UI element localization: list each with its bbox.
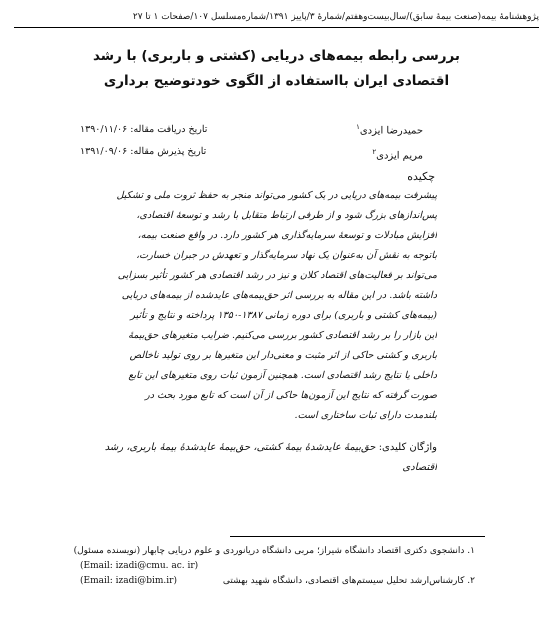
footnote-2: ۲. کارشناس‌ارشد تحلیل سیستم‌های اقتصادی، دانشگاه شهید بهشتی <box>222 576 475 586</box>
abstract-line: افزایش مبادلات و توسعهٔ سرمایه‌گذاری هر کشور دارد. در واقع صنعت بیمه، <box>137 230 437 241</box>
abstract-heading: چکیده <box>407 170 435 183</box>
abstract-line: پس‌اندازهای بزرگ شود و از طرفی ارتباط متقابل با رشد و توسعهٔ اقتصادی، <box>136 210 437 221</box>
keywords <box>82 438 437 478</box>
title-line-1: بررسی رابطه بیمه‌های دریایی (کشتی و باربری) با رشد <box>93 48 460 64</box>
abstract-body <box>82 186 437 426</box>
keywords-line-2: اقتصادی <box>402 462 437 473</box>
abstract-line: این بازار را بر رشد اقتصادی کشور بررسی می‌کنیم. ضرایب متغیرهای حق‌بیمهٔ <box>128 330 437 341</box>
author-1-mark: ۱ <box>356 123 360 131</box>
header-rule <box>14 27 539 28</box>
abstract-line: داخلی یا نتایج رشد اقتصادی است. همچنین آزمون ثبات روی متغیرهای این تابع <box>128 370 437 381</box>
author-2-name: مریم ایزدی <box>376 150 423 162</box>
accepted-date: تاریخ پذیرش مقاله: ۱۳۹۱/۰۹/۰۶ <box>80 146 207 157</box>
abstract-line: پیشرفت بیمه‌های دریایی در یک کشور می‌تواند منجر به حفظ ثروت ملی و تشکیل <box>116 190 437 201</box>
footnote-1-email: (Email: izadi@cmu. ac. ir) <box>80 561 199 571</box>
abstract-line: بلندمدت دارای ثبات ساختاری است. <box>294 410 437 421</box>
author-2 <box>372 146 423 162</box>
abstract-line: داشته باشد. در این مقاله به بررسی اثر حق‌بیمه‌های عایدشده از بیمه‌های دریایی <box>121 290 437 301</box>
abstract-line: باربری و کشتی حاکی از اثر مثبت و معنی‌دار این متغیرها بر روی تولید ناخالص <box>129 350 437 361</box>
keywords-label: واژگان کلیدی: <box>378 442 437 453</box>
keywords-line-1 <box>82 438 437 458</box>
abstract-line: صورت گرفته که نتایج این آزمون‌ها حاکی از آن است که تابع مورد بحث در <box>145 390 437 401</box>
author-1-name: حمیدرضا ایزدی <box>359 125 423 137</box>
footnote-1: ۱. دانشجوی دکتری اقتصاد دانشگاه شیراز؛ مربی دانشگاه دریانوردی و علوم دریایی چابهار (نویسنده مسئول) <box>73 546 475 556</box>
footnote-2-email: (Email: izadi@bim.ir) <box>80 576 177 586</box>
abstract-line: می‌تواند بر فعالیت‌های اقتصاد کلان و نیز در رشد اقتصادی هر کشور تأثیر بسزایی <box>117 270 437 281</box>
paper-title <box>50 44 503 94</box>
received-date: تاریخ دریافت مقاله: ۱۳۹۰/۱۱/۰۶ <box>80 124 208 135</box>
keywords-text: حق‌بیمهٔ عایدشدهٔ بیمهٔ کشتی، حق‌بیمهٔ عایدشدهٔ بیمهٔ باربری، رشد <box>104 442 376 453</box>
running-header: پژوهشنامهٔ بیمه(صنعت بیمهٔ سابق)/سال‌بیست‌وهفتم/شمارهٔ ۳/پاییز ۱۳۹۱/شماره‌مسلسل ۱۰۷/صفحات ۱ تا ۲۷ <box>132 12 539 22</box>
abstract-line: (بیمه‌های کشتی و باربری) برای دوره زمانی ۱۳۸۷-۱۳۵۰ پرداخته و نتایج و تأثیر <box>130 310 437 321</box>
author-1 <box>356 121 423 137</box>
abstract-line: باتوجه به نقش آن به‌عنوان یک نهاد سرمایه‌گذار و تعهدش در جبران خسارت، <box>136 250 437 261</box>
author-2-mark: ۲ <box>372 148 377 156</box>
footnote-rule <box>230 536 485 537</box>
title-line-2: اقتصادی ایران بااستفاده از الگوی خودتوضیح برداری <box>103 73 450 89</box>
